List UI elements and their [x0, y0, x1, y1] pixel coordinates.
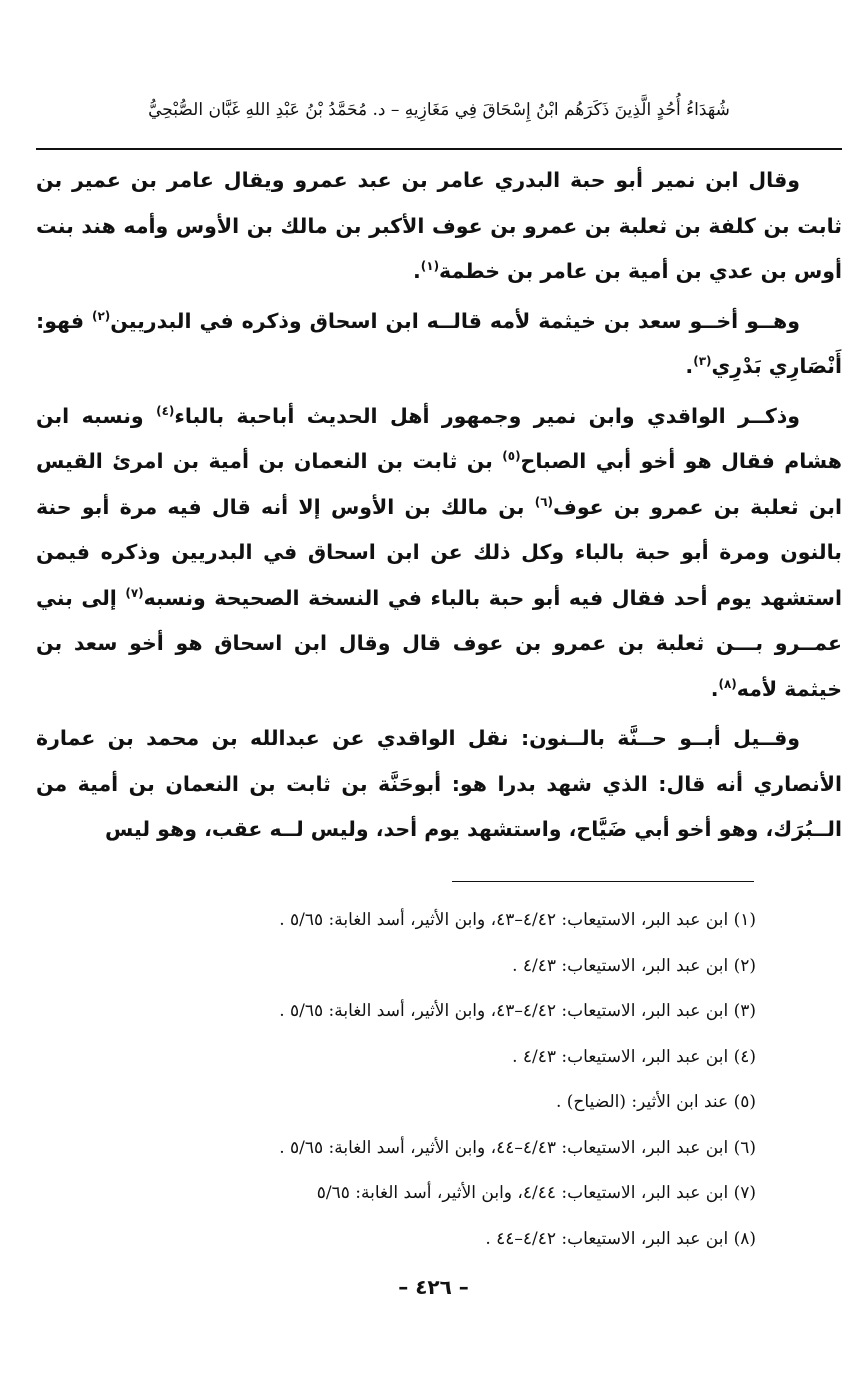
- page-number: – ٤٢٦ –: [398, 1275, 469, 1299]
- paragraph: [36, 299, 842, 390]
- text-segment: .: [685, 354, 694, 378]
- footnote-reference: (٨): [718, 676, 737, 691]
- paragraph: [36, 158, 842, 295]
- text-segment: .: [412, 259, 421, 283]
- footnote-reference: (٣): [693, 354, 712, 369]
- text-segment: ونسبه ابن هشام فقال هو أخو أبي الصباح: [36, 403, 842, 473]
- text-segment: وهــو أخــو سعد بن خيثمة لأمه قالــه ابن اسحاق وذكره في البدريين: [110, 308, 800, 333]
- footnote-reference: (٢): [91, 308, 111, 323]
- text-segment: بن مالك بن الأوس إلا أنه قال فيه مرة أبو حنة بالنون ومرة أبو حبة بالباء وكل ذلك عن ابن اسحاق في البدريين وذكره فيمن استشهد يوم أحد فقال فيه أبو حبة بالباء في النسخة الصحيحة ونسبه: [36, 494, 842, 610]
- paragraph: [36, 394, 842, 713]
- footnote-6: (٦) ابن عبد البر، الاستيعاب: ٤/٤٣–٤٤، وابن الأثير، أسد الغابة: ٥/٦٥ .: [279, 1137, 756, 1158]
- main-text: [36, 158, 842, 853]
- text-segment: وقال ابن نمير أبو حبة البدري عامر بن عبد عمرو ويقال عامر بن عمير بن ثابت بن كلفة بن ثعلبة بن عمرو بن عوف الأكبر بن مالك بن الأوس وأمه هند بنت أوس بن عدي بن أمية بن عامر بن خطمة: [36, 168, 842, 283]
- footnote-2: (٢) ابن عبد البر، الاستيعاب: ٤/٤٣ .: [512, 955, 756, 976]
- footnote-reference: (٤): [156, 403, 175, 418]
- text-segment: وقــيل أبــو حــنَّة بالــنون: نقل الواقدي عن عبدالله بن محمد بن عمارة الأنصاري أنه قال: الذي شهد بدرا هو: أبوحَنَّة بن ثابت بن النعمان بن أمية من الــبُرَك، وهو أخو أبي ضَيَّاح، واستشهد يوم أحد، وليس لــه عقب، وهو ليس: [36, 726, 842, 841]
- text-segment: إلى بني عمــرو بـــن ثعلبة بن عمرو بن عوف قال وقال ابن اسحاق هو أخو سعد بن خيثمة لأمه: [36, 585, 842, 701]
- text-segment: فهو: أَنْصَارِي بَدْرِي: [36, 308, 842, 378]
- text-segment: بن ثابت بن النعمان بن أمية بن امرئ القيس ابن ثعلبة بن عمرو بن عوف: [36, 449, 843, 519]
- footnote-1: (١) ابن عبد البر، الاستيعاب: ٤/٤٢–٤٣، وابن الأثير، أسد الغابة: ٥/٦٥ .: [279, 910, 756, 930]
- paragraph: [36, 716, 842, 853]
- footnote-7: (٧) ابن عبد البر، الاستيعاب: ٤/٤٤، وابن الأثير، أسد الغابة: ٥/٦٥: [316, 1183, 756, 1203]
- header-divider: [36, 148, 842, 150]
- footnote-4: (٤) ابن عبد البر، الاستيعاب: ٤/٤٣ .: [512, 1046, 756, 1067]
- text-segment: .: [710, 676, 719, 701]
- footnote-5: (٥) عند ابن الأثير: (الضياح) .: [555, 1092, 756, 1112]
- footnote-8: (٨) ابن عبد البر، الاستيعاب: ٤/٤٢–٤٤ .: [485, 1228, 756, 1249]
- footnote-reference: (٧): [125, 585, 144, 600]
- running-header: شُهَدَاءُ أُحُدٍ الَّذِينَ ذَكَرَهُم ابْنُ إِسْحَاقَ فِي مَغَازِيهِ – د. مُحَمَّدُ بْنُ عَبْدِ اللهِ غَبَّان الصُّبْحِيُّ: [148, 100, 730, 120]
- footnote-divider: [452, 881, 754, 882]
- footnote-reference: (١): [420, 259, 440, 274]
- footnotes: [60, 898, 760, 1262]
- footnote-3: (٣) ابن عبد البر، الاستيعاب: ٤/٤٢–٤٣، وابن الأثير، أسد الغابة: ٥/٦٥ .: [279, 1001, 756, 1021]
- footnote-reference: (٥): [502, 449, 521, 464]
- footnote-reference: (٦): [534, 494, 553, 509]
- text-segment: وذكــر الواقدي وابن نمير وجمهور أهل الحديث أباحبة بالباء: [174, 403, 801, 428]
